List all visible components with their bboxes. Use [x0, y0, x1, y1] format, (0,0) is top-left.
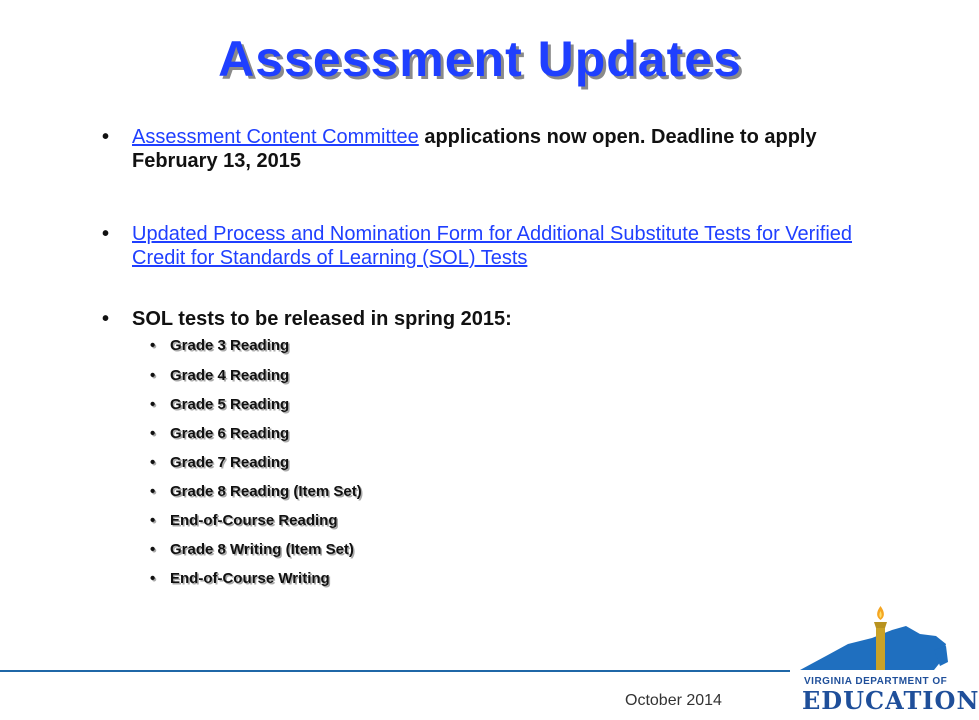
sub-bullet-item: • End-of-Course Reading: [150, 512, 338, 529]
sub-bullet-item: • Grade 6 Reading: [150, 425, 290, 442]
bullet-dot: •: [102, 308, 110, 330]
logo-line1: VIRGINIA DEPARTMENT OF: [804, 676, 948, 687]
sub-bullet-dot: •: [150, 337, 156, 354]
sub-bullet-dot: •: [150, 367, 156, 384]
footer-divider: [0, 670, 790, 672]
sub-bullet-dot: •: [150, 425, 156, 442]
sub-bullet-item: • Grade 3 Reading: [150, 337, 290, 354]
sub-bullet-dot: •: [150, 570, 156, 587]
bullet-dot: •: [102, 223, 110, 245]
substitute-tests-link[interactable]: Updated Process and Nomination Form for Additional Substitute Tests for Verified Credit for Standards of Learning (SOL) Tests: [132, 223, 853, 269]
sub-bullet-dot: •: [150, 483, 156, 500]
sub-bullet-item: • Grade 4 Reading: [150, 367, 290, 384]
sub-bullet-dot: •: [150, 541, 156, 558]
sub-bullet-dot: •: [150, 512, 156, 529]
sub-bullet-dot: •: [150, 396, 156, 413]
bullet-text: SOL tests to be released in spring 2015:: [132, 308, 512, 330]
assessment-content-committee-link[interactable]: Assessment Content Committee: [132, 126, 419, 148]
bullet-text: applications now open. Deadline to apply February 13, 2015: [132, 126, 817, 172]
footer-date: October 2014: [625, 692, 722, 709]
vdoe-logo: [796, 604, 979, 716]
sub-bullet-item: • Grade 7 Reading: [150, 454, 290, 471]
virginia-state-icon: [796, 604, 956, 676]
sub-bullet-item: • Grade 8 Reading (Item Set): [150, 483, 362, 500]
sub-bullet-dot: •: [150, 454, 156, 471]
sub-bullet-item: • Grade 5 Reading: [150, 396, 290, 413]
sub-bullet-item: • End-of-Course Writing: [150, 570, 330, 587]
sub-bullet-item: • Grade 8 Writing (Item Set): [150, 541, 354, 558]
bullet-dot: •: [102, 126, 110, 148]
slide-title: Assessment Updates: [218, 31, 742, 87]
logo-line2: EDUCATION: [802, 686, 979, 715]
